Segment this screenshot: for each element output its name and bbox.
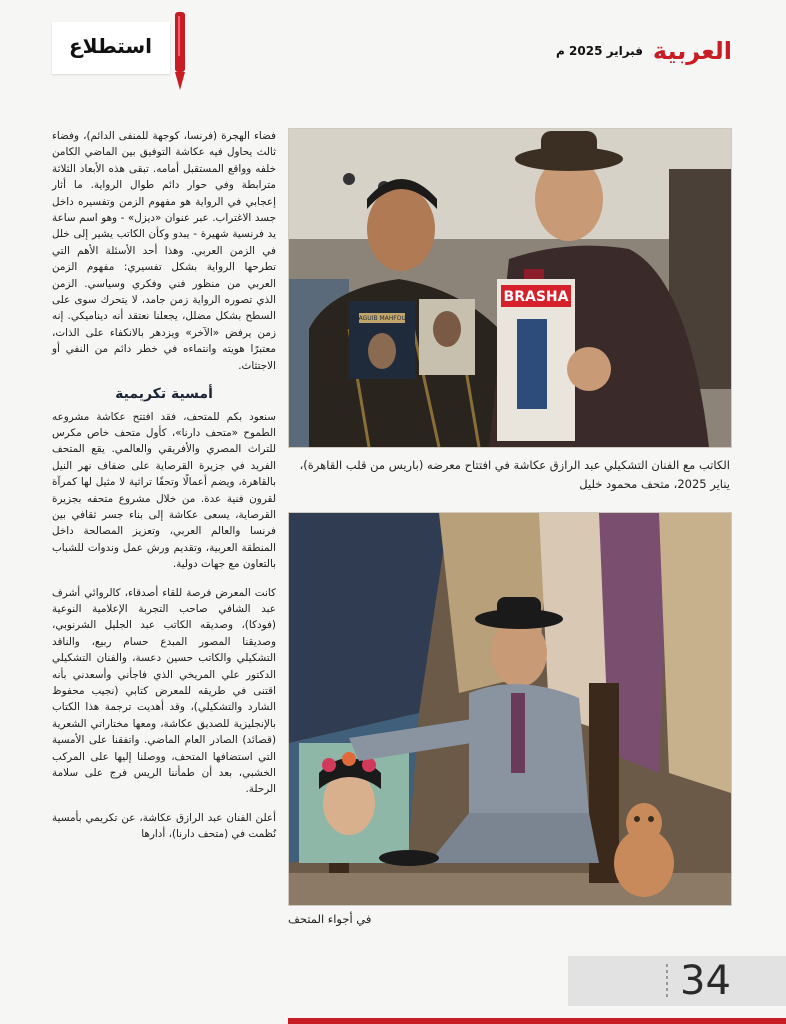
article-column [52,128,276,855]
article-paragraph: سنعود بكم للمتحف، فقد افتتح عكاشة مشروعه الطموح «متحف دارنا»، كأول متحف خاص مكرس للتراث المصري والأفريقي والعالمي. يقع المتحف الفريد في جزيرة القرصاية على ضفاف نهر النيل بالقاهرة، ويضم أعمالًا وتحفًا تراثية لا مثيل لها كمرآة لقرون فنية عدة. من خلال مشروع متحفه بجزيرة القرصاية، يسعى عكاشة إلى بناء جسر ثقافي بين فرنسا والعالم العربي، وتعزيز المصالحة داخل المنطقة العربية، وتقديم ورش عمل وندوات للشباب بالتعاون مع جهات دولية. [52,410,276,571]
magazine-logo [556,34,732,68]
photo-illustration [289,513,731,905]
issue-date: فبراير 2025 م [556,44,643,58]
section-title: استطلاع [68,34,152,58]
photo-caption: في أجواء المتحف [288,912,372,926]
photo-caption: الكاتب مع الفنان التشكيلي عبد الرازق عكاشة في افتتاح معرضه (باريس من قلب القاهرة)، يناير 2025، متحف محمود خليل [299,458,730,491]
photo-exhibition-opening [288,128,732,448]
photo-museum-atmosphere [288,512,732,906]
article-paragraph: أعلن الفنان عبد الرازق عكاشة، عن تكريمي بأمسية نُظمت في (متحف دارنا)، أدارها [52,811,276,841]
article-paragraph: فضاء الهجرة (فرنسا، كوجهة للمنفى الدائم)، وفضاء ثالث يحاول فيه عكاشة التوفيق بين الماضي الكامن خلفه وواقع المستقبل أمامه. تبقى هذه الأبعاد الثلاثة مترابطة وفي حوار دائم طوال الرواية. ما أثار إعجابي في الرواية هو مفهوم الزمن وتفسيره داخل جسد الاغتراب. عبر عنوان «ديزل» - وهو اسم ساعة يد فرنسية شهيرة - يبدو وكأن الكاتب يشير إلى خلل في الزمن العربي. وهذا أحد الأسئلة الأهم التي تطرحها الرواية بشكل تفسيري: مفهوم الزمن العربي من منظور فني وفكري وسياسي. الزمن الذي تصوره الرواية زمن جامد، لا يتحرك سوى على السطح بشكل مضلل، يجعلنا نعتقد أنه ديناميكي. إنه زمن يرفض «الآخر» ويزدهر بالانكفاء على الذات، معتبرًا هويته وانتماءه في خطر دائم من النفي أو الاجتثاث. [52,130,276,372]
photo-illustration [289,129,731,447]
article-subheading: أمسية تكريمية [115,386,213,403]
book-title: NAGUIB MAHFOUZ [354,315,410,322]
page-number-separator [666,964,668,1000]
magazine-cover-title: BRASHA [503,289,569,305]
article-paragraph: كانت المعرض فرصة للقاء أصدقاء، كالروائي أشرف عبد الشافي صاحب التجربة الإعلامية النوعية (فودكا)، وصديقه الكاتب عبد الجليل الشرنوبي، وصديقنا المصور المبدع حسام ربيع، والناقد التشكيلي والكاتب حسين دعسة، والفنان التشكيلي الدكتور علي المريخي الذي فاجأني وأسعدني بأنه اقتنى في طريقه للمعرض كتابي (نجيب محفوظ الشارد والتشكيلي)، وقد أهديت ترجمة هذا الكتاب بالإنجليزية للصديق عكاشة، ومعها مختاراتي الشعرية (قصائد) الصادر العام الماضي. واتفقنا على الأمسية التي استضافها المتحف، ووصلنا إليها على المركب الخشبي، بعد أن طمأننا الريس فرج على سلامة الرحلة. [52,586,276,796]
footer-accent-bar [288,1018,786,1024]
section-tab [52,22,170,74]
footer-band [568,956,786,1006]
pen-icon [172,12,188,92]
page-number: 34 [680,958,731,1004]
magazine-name: العربية [652,37,732,65]
